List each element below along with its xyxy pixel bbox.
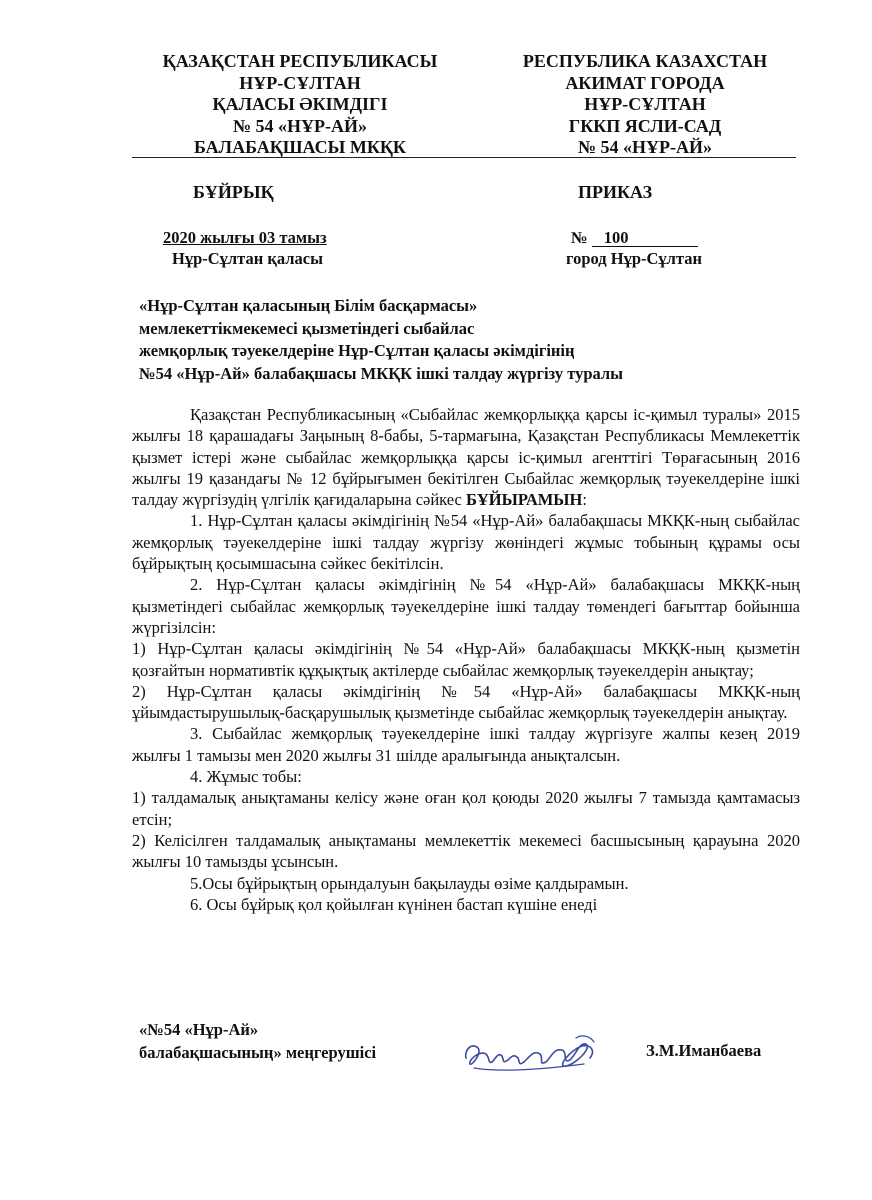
handwritten-signature — [458, 1020, 618, 1080]
order-subject — [139, 295, 799, 385]
paragraph-2: 2. Нұр-Сұлтан қаласы әкімдігінің №54 «Нұр-Ай» балабақшасы МКҚК-ның қызметіндегі сыбайлас жемқорлық тәуекелдеріне ішкі талдау төмендегі бағыттар бойынша жүргізілсін: — [132, 575, 800, 637]
paragraph-6: 6. Осы бұйрық қол қойылған күнінен бастап күшіне енеді — [190, 894, 598, 914]
signatory-position-line: балабақшасының» меңгерушісі — [139, 1043, 377, 1062]
preamble-paragraph — [132, 404, 800, 510]
signatory-name: З.М.Иманбаева — [646, 1041, 762, 1060]
signatory-org-line: «№54 «Нұр-Ай» — [139, 1020, 259, 1039]
paragraph-4: 4. Жұмыс тобы: — [190, 767, 302, 787]
city-russian: город Нұр-Сұлтан — [566, 249, 702, 268]
order-number — [571, 228, 698, 248]
paragraph-2-item-2: 2) Нұр-Сұлтан қаласы әкімдігінің №54 «Нұр-Ай» балабақшасы МКҚК-ның ұйымдастырушылық-басқарушылық қызметінде сыбайлас жемқорлық тәуекелдерін анықтау. — [132, 681, 800, 723]
doc-type-kazakh: БҰЙРЫҚ — [193, 182, 274, 202]
paragraph-4-item-1: 1) талдамалық анықтаманы келісу және оған қол қоюды 2020 жылғы 7 тамызда қамтамасыз етсін; — [132, 788, 800, 829]
subject-line: №54 «Нұр-Ай» балабақшасы МКҚК ішкі талдау жүргізу туралы — [139, 363, 624, 383]
order-number-prefix: № — [571, 228, 588, 247]
order-colon: : — [582, 490, 587, 510]
header-kazakh-line: ҚАЗАҚСТАН РЕСПУБЛИКАСЫ — [162, 51, 438, 71]
header-russian-line: № 54 «НҰР-АЙ» — [577, 137, 713, 157]
header-kazakh — [130, 51, 470, 159]
header-divider — [132, 157, 796, 158]
signatory-title — [139, 1018, 376, 1064]
header-russian — [490, 51, 800, 159]
header-russian-line: АКИМАТ ГОРОДА — [565, 72, 725, 93]
doc-type-russian: ПРИКАЗ — [578, 182, 653, 202]
paragraph-5: 5.Осы бұйрықтың орындалуын бақылауды өзіме қалдырамын. — [190, 873, 629, 893]
subject-line: мемлекеттікмекемесі қызметіндегі сыбайлас — [139, 318, 475, 338]
header-kazakh-line: ҚАЛАСЫ ӘКІМДІГІ — [212, 94, 388, 114]
order-body — [132, 404, 800, 915]
header-kazakh-line: БАЛАБАҚШАСЫ МКҚК — [194, 137, 406, 157]
order-number-value: 100 — [592, 230, 698, 247]
city-kazakh: Нұр-Сұлтан қаласы — [172, 249, 323, 268]
order-word: БҰЙЫРАМЫН — [465, 490, 583, 510]
order-date: 2020 жылғы 03 тамыз — [163, 228, 327, 247]
header-russian-line: ГККП ЯСЛИ-САД — [568, 115, 722, 136]
paragraph-3: 3. Сыбайлас жемқорлық тәуекелдеріне ішкі талдау жүргізуге жалпы кезең 2019 жылғы 1 тамызы мен 2020 жылғы 31 шілде аралығында анықталсын. — [132, 724, 800, 765]
header-kazakh-line: НҰР-СҰЛТАН — [239, 72, 361, 93]
paragraph-2-item-1: 1) Нұр-Сұлтан қаласы әкімдігінің №54 «Нұр-Ай» балабақшасы МКҚК-ның қызметін қозғайтын нормативтік құқықтық актілерде сыбайлас жемқорлық тәуекелдерін анықтау; — [132, 639, 800, 680]
paragraph-4-item-2: 2) Келісілген талдамалық анықтаманы мемлекеттік мекемесі басшысының қарауына 2020 жылғы 10 тамызды ұсынсын. — [132, 830, 800, 872]
subject-line: жемқорлық тәуекелдеріне Нұр-Сұлтан қаласы әкімдігінің — [139, 341, 575, 360]
subject-line: «Нұр-Сұлтан қаласының Білім басқармасы» — [139, 296, 478, 315]
header-kazakh-line: № 54 «НҰР-АЙ» — [232, 115, 368, 136]
paragraph-1: 1. Нұр-Сұлтан қаласы әкімдігінің №54 «Нұр-Ай» балабақшасы МКҚК-ның сыбайлас жемқорлық тәуекелдеріне ішкі талдау жүргізу жөніндегі жұмыс тобының құрамы осы бұйрықтың қосымшасына сәйкес бекітілсін. — [132, 511, 800, 574]
header-russian-line: РЕСПУБЛИКА КАЗАХСТАН — [522, 51, 768, 71]
header-russian-line: НҰР-СҰЛТАН — [584, 94, 706, 114]
preamble-text: Қазақстан Республикасының «Сыбайлас жемқорлыққа қарсы іс-қимыл туралы» 2015 жылғы 18 қарашадағы Заңының 8-бабы, 5-тармағына, Қазақстан Республикасы Мемлекеттік қызмет істері және сыбайлас жемқорлыққа қарсы іс-қимыл агенттігі Төрағасының 2016 жылғы 19 қазандағы № 12 бұйрығымен бекітілген Сыбайлас жемқорлық тәуекелдеріне ішкі талдау жүргізудің үлгілік қағидаларына сәйкес — [132, 405, 800, 510]
